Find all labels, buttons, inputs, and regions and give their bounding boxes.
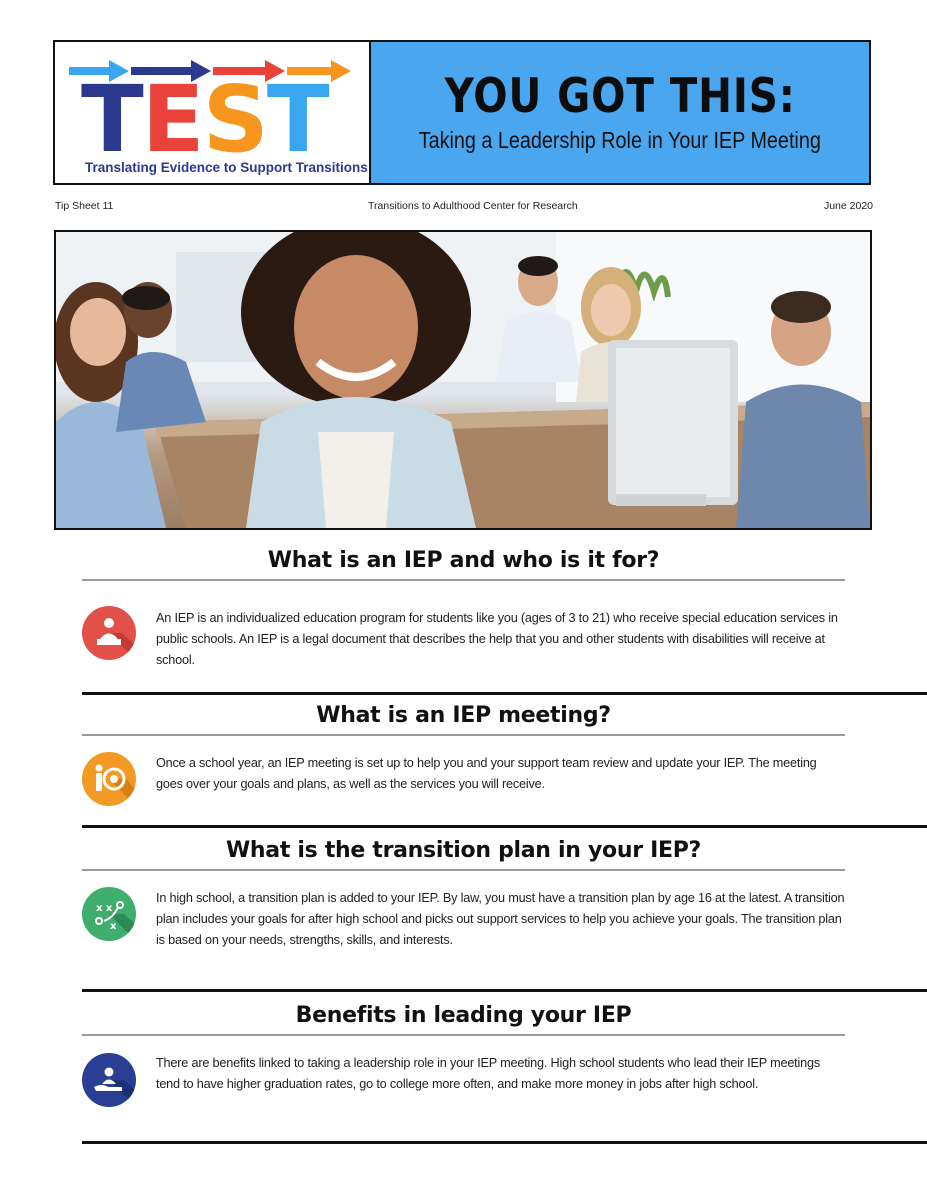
section-title: Benefits in leading your IEP xyxy=(295,1003,632,1028)
title-panel xyxy=(371,42,869,183)
strategy-plan-icon xyxy=(82,887,136,941)
header-banner xyxy=(53,40,871,185)
meeting-photo-illustration xyxy=(56,232,870,528)
section-benefits xyxy=(82,1003,845,1091)
section-separator xyxy=(82,825,927,828)
section-title: What is the transition plan in your IEP? xyxy=(225,838,702,863)
page-subtitle: Taking a Leadership Role in Your IEP Meeting xyxy=(418,127,822,153)
publication-date: June 2020 xyxy=(823,200,873,212)
section-title: What is an IEP and who is it for? xyxy=(267,548,660,573)
section-separator xyxy=(82,1141,927,1144)
section-iep-meeting xyxy=(82,703,845,791)
section-divider xyxy=(82,1034,845,1036)
logo-letter-t1: T xyxy=(81,66,142,173)
section-body: An IEP is an individualized education program for students like you (ages of 3 to 21) who receive special education services in public schools. An IEP is a legal document that describes the help that you and other students with disabilities will receive at school. xyxy=(156,611,838,667)
section-title: What is an IEP meeting? xyxy=(316,703,611,728)
logo-letter-t2: T xyxy=(266,66,328,173)
book-reader-icon xyxy=(82,606,136,660)
svg-text:x x: x x xyxy=(96,903,113,914)
section-divider xyxy=(82,579,845,581)
test-logo xyxy=(55,42,371,183)
tip-sheet-number: Tip Sheet 11 xyxy=(55,200,114,212)
logo-letter-e: E xyxy=(141,66,203,173)
svg-text:x: x xyxy=(110,921,117,932)
organization-name: Transitions to Adulthood Center for Research xyxy=(368,200,578,212)
section-transition-plan xyxy=(82,838,845,947)
section-separator xyxy=(82,989,927,992)
logo-letter-s: S xyxy=(202,66,267,173)
section-body: There are benefits linked to taking a leadership role in your IEP meeting. High school students who lead their IEP meetings tend to have higher graduation rates, go to college more often, and make more money in jobs after high school. xyxy=(156,1056,820,1091)
page-title: YOU GOT THIS: xyxy=(444,69,796,124)
section-body: Once a school year, an IEP meeting is set up to help you and your support team review and update your IEP. The meeting goes over your goals and plans, as well as the services you will receive. xyxy=(156,756,817,791)
section-what-is-iep xyxy=(82,548,845,667)
section-body: In high school, a transition plan is added to your IEP. By law, you must have a transition plan by age 16 at the latest. A transition plan includes your goals for after high school and picks out support services to help you achieve your goals. The transition plan is based on your needs, strengths, skills, and interests. xyxy=(156,891,845,947)
section-divider xyxy=(82,869,845,871)
logo-tagline: Translating Evidence to Support Transitions xyxy=(85,160,368,175)
target-goal-icon xyxy=(82,752,136,806)
section-divider xyxy=(82,734,845,736)
section-separator xyxy=(82,692,927,695)
hero-photo xyxy=(54,230,872,530)
hand-person-icon xyxy=(82,1053,136,1107)
